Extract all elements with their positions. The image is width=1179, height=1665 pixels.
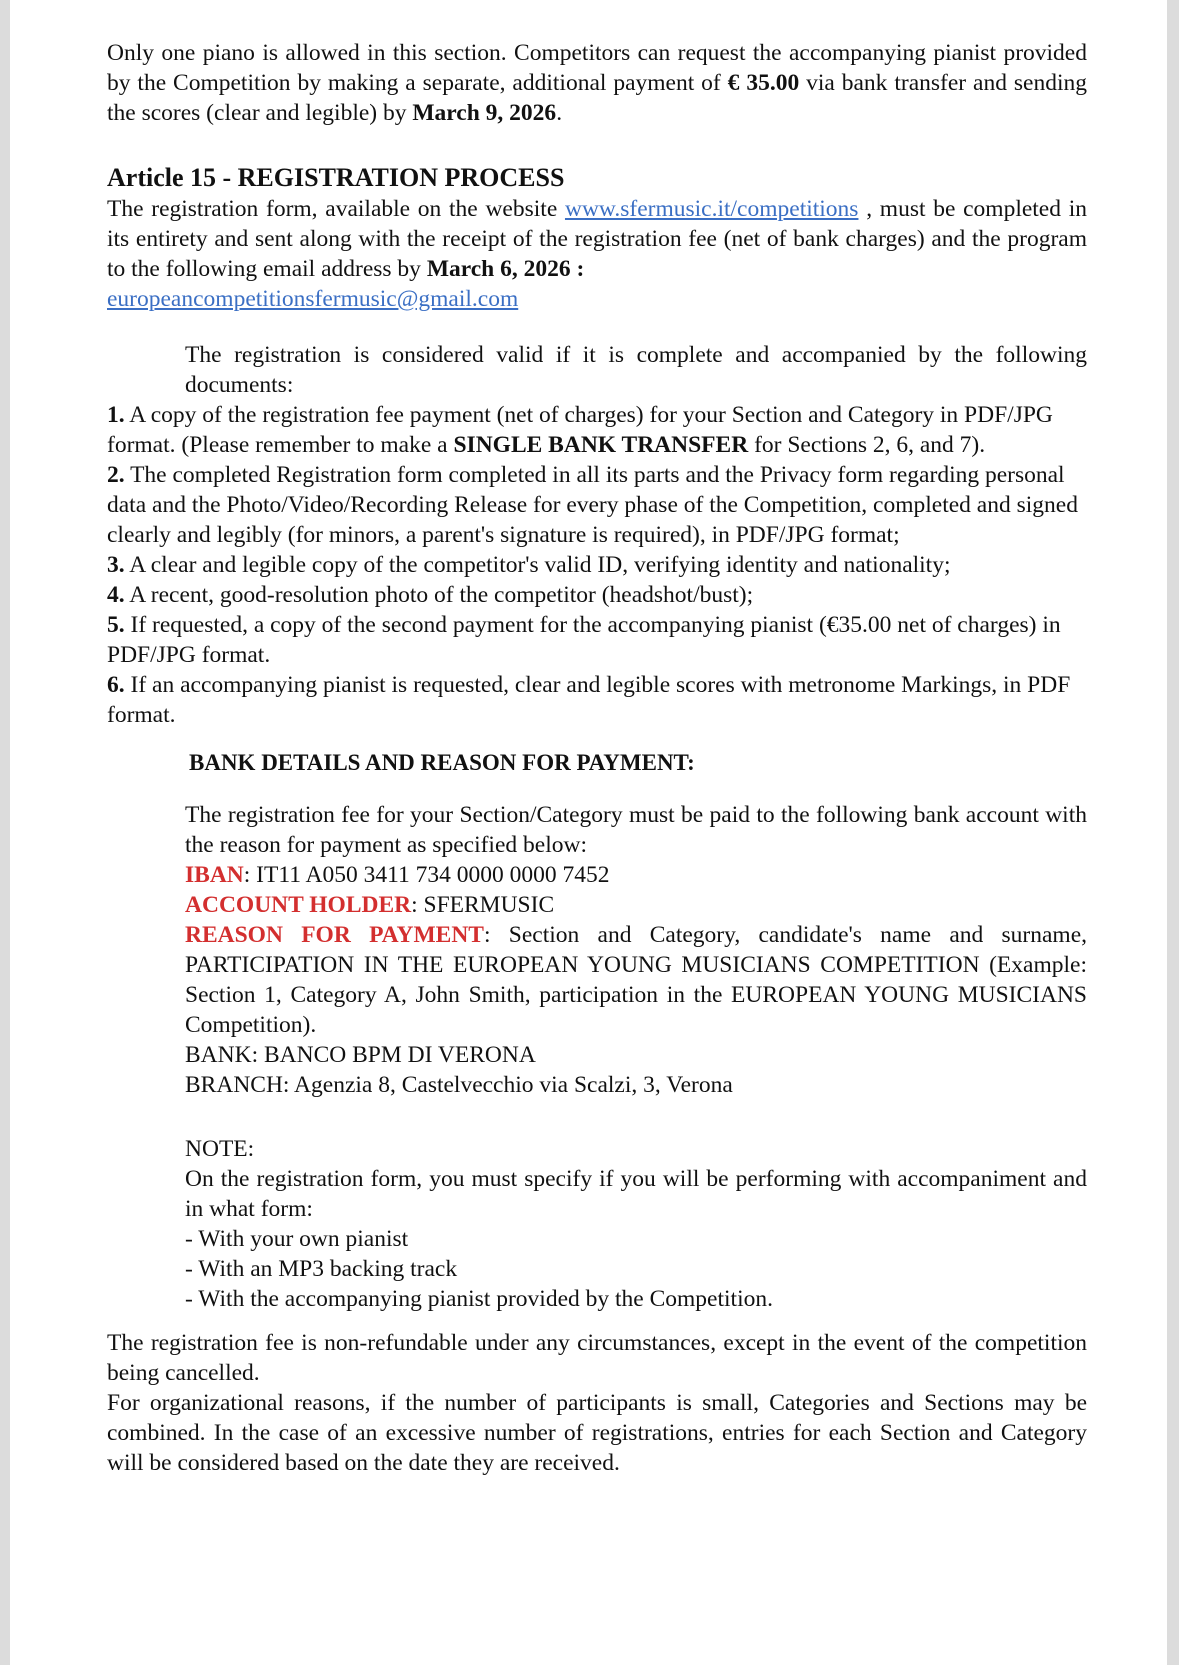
bank-details <box>107 800 1087 1314</box>
document-item <box>107 580 1087 610</box>
item-number: 5. <box>107 612 125 638</box>
branch-line: BRANCH: Agenzia 8, Castelvecchio via Scalzi, 3, Verona <box>185 1072 733 1098</box>
note-title: NOTE: <box>185 1136 255 1162</box>
bank-intro: The registration fee for your Section/Category must be paid to the following bank account with the reason for payment as specified below: <box>185 802 1087 858</box>
item-emphasis: SINGLE BANK TRANSFER <box>453 432 749 458</box>
intro-text: . <box>556 100 563 126</box>
item-number: 6. <box>107 672 125 698</box>
item-number: 2. <box>107 462 125 488</box>
registration-deadline: March 6, 2026 : <box>426 256 585 282</box>
item-text: A recent, good-resolution photo of the competitor (headshot/bust); <box>124 582 754 608</box>
email-link[interactable]: europeancompetitionsfermusic@gmail.com <box>107 286 519 312</box>
holder-line <box>185 890 1087 920</box>
document-item <box>107 610 1087 670</box>
reason-line <box>185 920 1087 1040</box>
document-item <box>107 460 1087 550</box>
item-text: A clear and legible copy of the competitor's valid ID, verifying identity and nationality; <box>124 552 951 578</box>
article-text: The registration form, available on the website <box>107 196 565 222</box>
article-paragraph <box>107 194 1087 314</box>
item-text: If requested, a copy of the second payment for the accompanying pianist (€35.00 net of charges) in PDF/JPG format. <box>107 612 1061 668</box>
iban-line <box>185 860 1087 890</box>
note-option: - With the accompanying pianist provided by the Competition. <box>185 1286 773 1312</box>
iban-label: IBAN <box>185 862 244 888</box>
organization-paragraph: For organizational reasons, if the number of participants is small, Categories and Sections may be combined. In the case of an excessive number of registrations, entries for each Section and Category will be considered based on the date they are received. <box>107 1390 1087 1476</box>
intro-text: Only one piano is allowed in this section. Competitors can request the accompanying pianist provided by the Competition by making a separate, additional payment of <box>107 40 1087 96</box>
document-item <box>107 670 1087 730</box>
holder-value: : SFERMUSIC <box>411 892 555 918</box>
item-text: If an accompanying pianist is requested, clear and legible scores with metronome Markings, in PDF format. <box>107 672 1071 728</box>
note-option: - With an MP3 backing track <box>185 1256 458 1282</box>
article-text: , must be completed in its entirety and sent along with the receipt of the registration fee (net of bank charges) and the program to the following email address by <box>107 196 1087 282</box>
intro-paragraph <box>107 38 1087 128</box>
reason-label: REASON FOR PAYMENT <box>185 922 484 948</box>
document-item <box>107 400 1087 460</box>
documents-list <box>107 400 1087 730</box>
document-item <box>107 550 1087 580</box>
item-text: The completed Registration form completed in all its parts and the Privacy form regarding personal data and the Photo/Video/Recording Release for every phase of the Competition, completed and signed clearly and legibly (for minors, a parent's signature is required), in PDF/JPG format; <box>107 462 1078 548</box>
item-number: 4. <box>107 582 125 608</box>
bank-line: BANK: BANCO BPM DI VERONA <box>185 1042 536 1068</box>
item-number: 1. <box>107 402 125 428</box>
scores-deadline: March 9, 2026 <box>412 100 557 126</box>
item-number: 3. <box>107 552 125 578</box>
document-content <box>107 38 1087 1478</box>
bank-details-heading: BANK DETAILS AND REASON FOR PAYMENT: <box>189 750 695 775</box>
item-text: A copy of the registration fee payment (net of charges) for your Section and Category in PDF/JPG format. (Please remember to make a <box>107 402 1053 458</box>
reason-value: : Section and Category, candidate's name and surname, PARTICIPATION IN THE EUROPEAN YOUNG MUSICIANS COMPETITION (Example: Section 1, Category A, John Smith, participation in the EUROPEAN YOUNG MUSICIANS Competition). <box>185 922 1088 1038</box>
article-title: Article 15 - REGISTRATION PROCESS <box>107 163 565 192</box>
item-text: for Sections 2, 6, and 7). <box>748 432 986 458</box>
document-page <box>10 0 1167 1665</box>
website-link[interactable]: www.sfermusic.it/competitions <box>564 196 859 222</box>
note-option: - With your own pianist <box>185 1226 409 1252</box>
refund-paragraph: The registration fee is non-refundable under any circumstances, except in the event of the competition being cancelled. <box>107 1330 1087 1386</box>
holder-label: ACCOUNT HOLDER <box>185 892 412 918</box>
intro-text: via bank transfer and sending the scores (clear and legible) by <box>107 70 1087 126</box>
note-text: On the registration form, you must specify if you will be performing with accompaniment and in what form: <box>185 1166 1087 1222</box>
validity-paragraph: The registration is considered valid if it is complete and accompanied by the following documents: <box>185 342 1087 398</box>
accompanist-fee: € 35.00 <box>727 70 800 96</box>
iban-value: : IT11 A050 3411 734 0000 0000 7452 <box>243 862 610 888</box>
